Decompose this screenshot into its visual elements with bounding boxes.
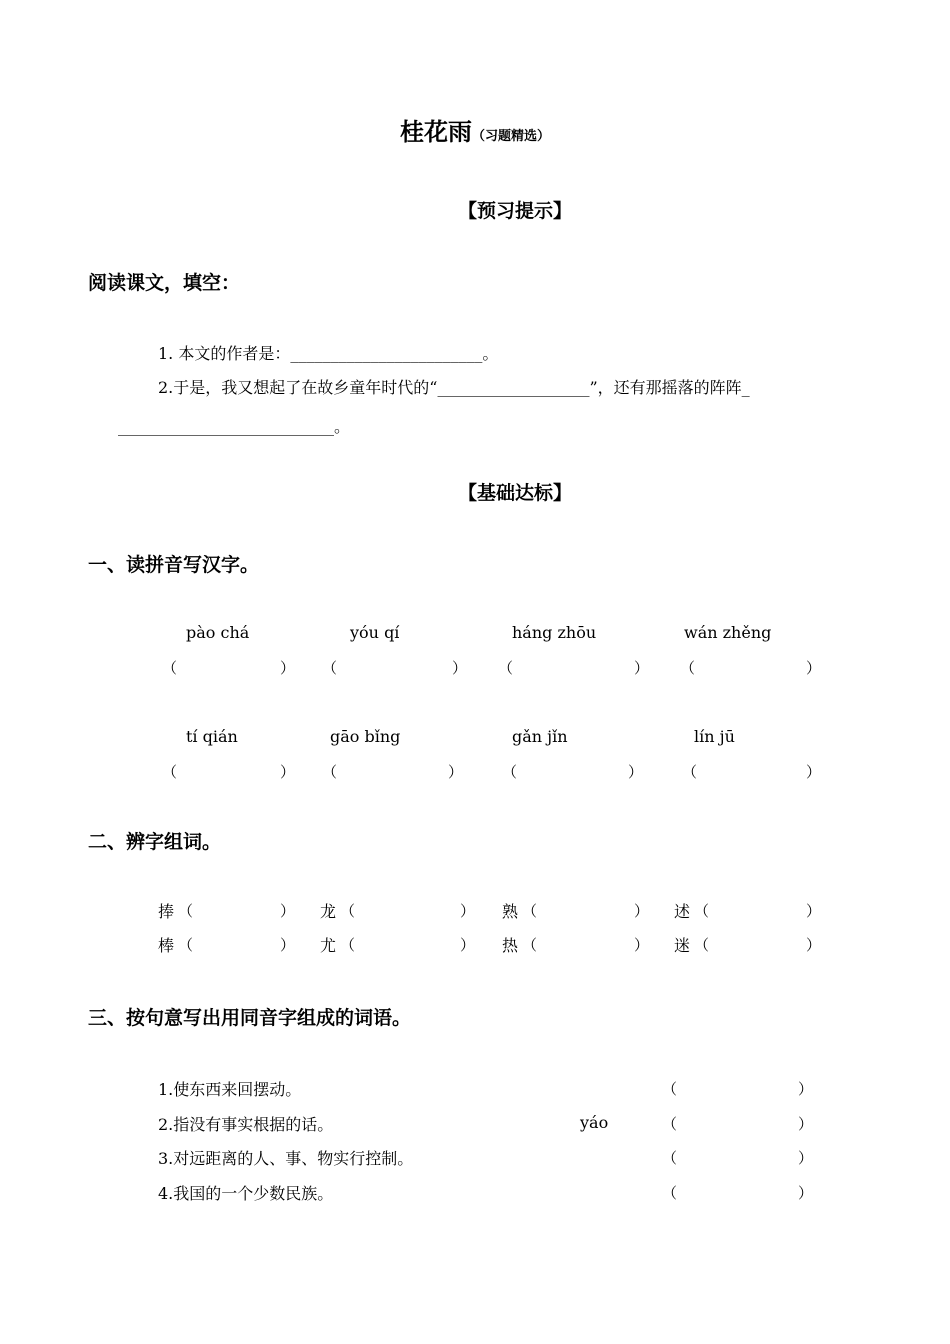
pinyin-7: gǎn jǐn bbox=[512, 727, 568, 746]
blank-close: ） bbox=[798, 1115, 814, 1133]
blank-open: （ bbox=[340, 902, 356, 920]
blank-close: ） bbox=[806, 936, 822, 954]
pinyin-3: háng zhōu bbox=[512, 623, 597, 642]
item-4: 4.我国的一个少数民族。 bbox=[158, 1184, 334, 1203]
pinyin-1: pào chá bbox=[186, 623, 250, 642]
blank-open: （ bbox=[162, 763, 178, 781]
preview-question-2-line1: 2.于是，我又想起了在故乡童年时代的“___________________”，还有那摇落的阵阵_ bbox=[158, 378, 750, 397]
blank-close: ） bbox=[634, 659, 650, 677]
blank-open: （ bbox=[178, 902, 194, 920]
char-3: 熟 bbox=[502, 902, 519, 921]
blank-close: ） bbox=[452, 659, 468, 677]
blank-open: （ bbox=[662, 1080, 678, 1098]
preview-heading: 【预习提示】 bbox=[457, 200, 572, 222]
pinyin-yao: yáo bbox=[580, 1113, 609, 1132]
blank-close: ） bbox=[628, 763, 644, 781]
blank-close: ） bbox=[280, 936, 296, 954]
page-title bbox=[0, 112, 950, 147]
blank-close: ） bbox=[280, 763, 296, 781]
blank-close: ） bbox=[798, 1149, 814, 1167]
title-sub: （习题精选） bbox=[471, 129, 550, 144]
section-2-title: 二、辨字组词。 bbox=[88, 831, 222, 853]
blank-close: ） bbox=[280, 902, 296, 920]
item-3: 3.对远距离的人、事、物实行控制。 bbox=[158, 1149, 414, 1168]
char-2: 龙 bbox=[320, 902, 337, 921]
blank-open: （ bbox=[498, 659, 514, 677]
char-5: 棒 bbox=[158, 936, 175, 955]
item-2: 2.指没有事实根据的话。 bbox=[158, 1115, 334, 1134]
item-1: 1.使东西来回摆动。 bbox=[158, 1080, 302, 1099]
char-7: 热 bbox=[502, 936, 519, 955]
blank-close: ） bbox=[798, 1080, 814, 1098]
blank-open: （ bbox=[662, 1149, 678, 1167]
blank-close: ） bbox=[634, 902, 650, 920]
blank-open: （ bbox=[522, 902, 538, 920]
basic-heading: 【基础达标】 bbox=[457, 482, 572, 504]
blank-close: ） bbox=[460, 902, 476, 920]
blank-open: （ bbox=[522, 936, 538, 954]
pinyin-8: lín jū bbox=[694, 727, 735, 746]
blank-close: ） bbox=[806, 902, 822, 920]
section-3-title: 三、按句意写出用同音字组成的词语。 bbox=[88, 1007, 412, 1029]
preview-instruction: 阅读课文，填空： bbox=[88, 272, 241, 294]
blank-close: ） bbox=[634, 936, 650, 954]
blank-open: （ bbox=[178, 936, 194, 954]
blank-open: （ bbox=[680, 659, 696, 677]
blank-open: （ bbox=[682, 763, 698, 781]
char-4: 述 bbox=[674, 902, 691, 921]
blank-close: ） bbox=[798, 1184, 814, 1202]
blank-open: （ bbox=[694, 902, 710, 920]
pinyin-2: yóu qí bbox=[350, 623, 400, 642]
pinyin-6: gāo bǐng bbox=[330, 727, 401, 746]
blank-open: （ bbox=[162, 659, 178, 677]
blank-open: （ bbox=[662, 1184, 678, 1202]
blank-open: （ bbox=[322, 763, 338, 781]
section-1-title: 一、读拼音写汉字。 bbox=[88, 554, 260, 576]
blank-open: （ bbox=[662, 1115, 678, 1133]
char-8: 迷 bbox=[674, 936, 691, 955]
blank-open: （ bbox=[340, 936, 356, 954]
char-6: 尤 bbox=[320, 936, 337, 955]
blank-close: ） bbox=[806, 659, 822, 677]
blank-close: ） bbox=[460, 936, 476, 954]
pinyin-5: tí qián bbox=[186, 727, 238, 746]
blank-close: ） bbox=[448, 763, 464, 781]
blank-open: （ bbox=[694, 936, 710, 954]
pinyin-4: wán zhěng bbox=[684, 623, 772, 642]
blank-open: （ bbox=[502, 763, 518, 781]
char-1: 捧 bbox=[158, 902, 175, 921]
preview-question-2-line2: ___________________________。 bbox=[118, 417, 351, 436]
blank-close: ） bbox=[280, 659, 296, 677]
title-main: 桂花雨 bbox=[399, 118, 472, 146]
blank-open: （ bbox=[322, 659, 338, 677]
blank-close: ） bbox=[806, 763, 822, 781]
preview-question-1: 1. 本文的作者是：________________________。 bbox=[158, 344, 499, 363]
